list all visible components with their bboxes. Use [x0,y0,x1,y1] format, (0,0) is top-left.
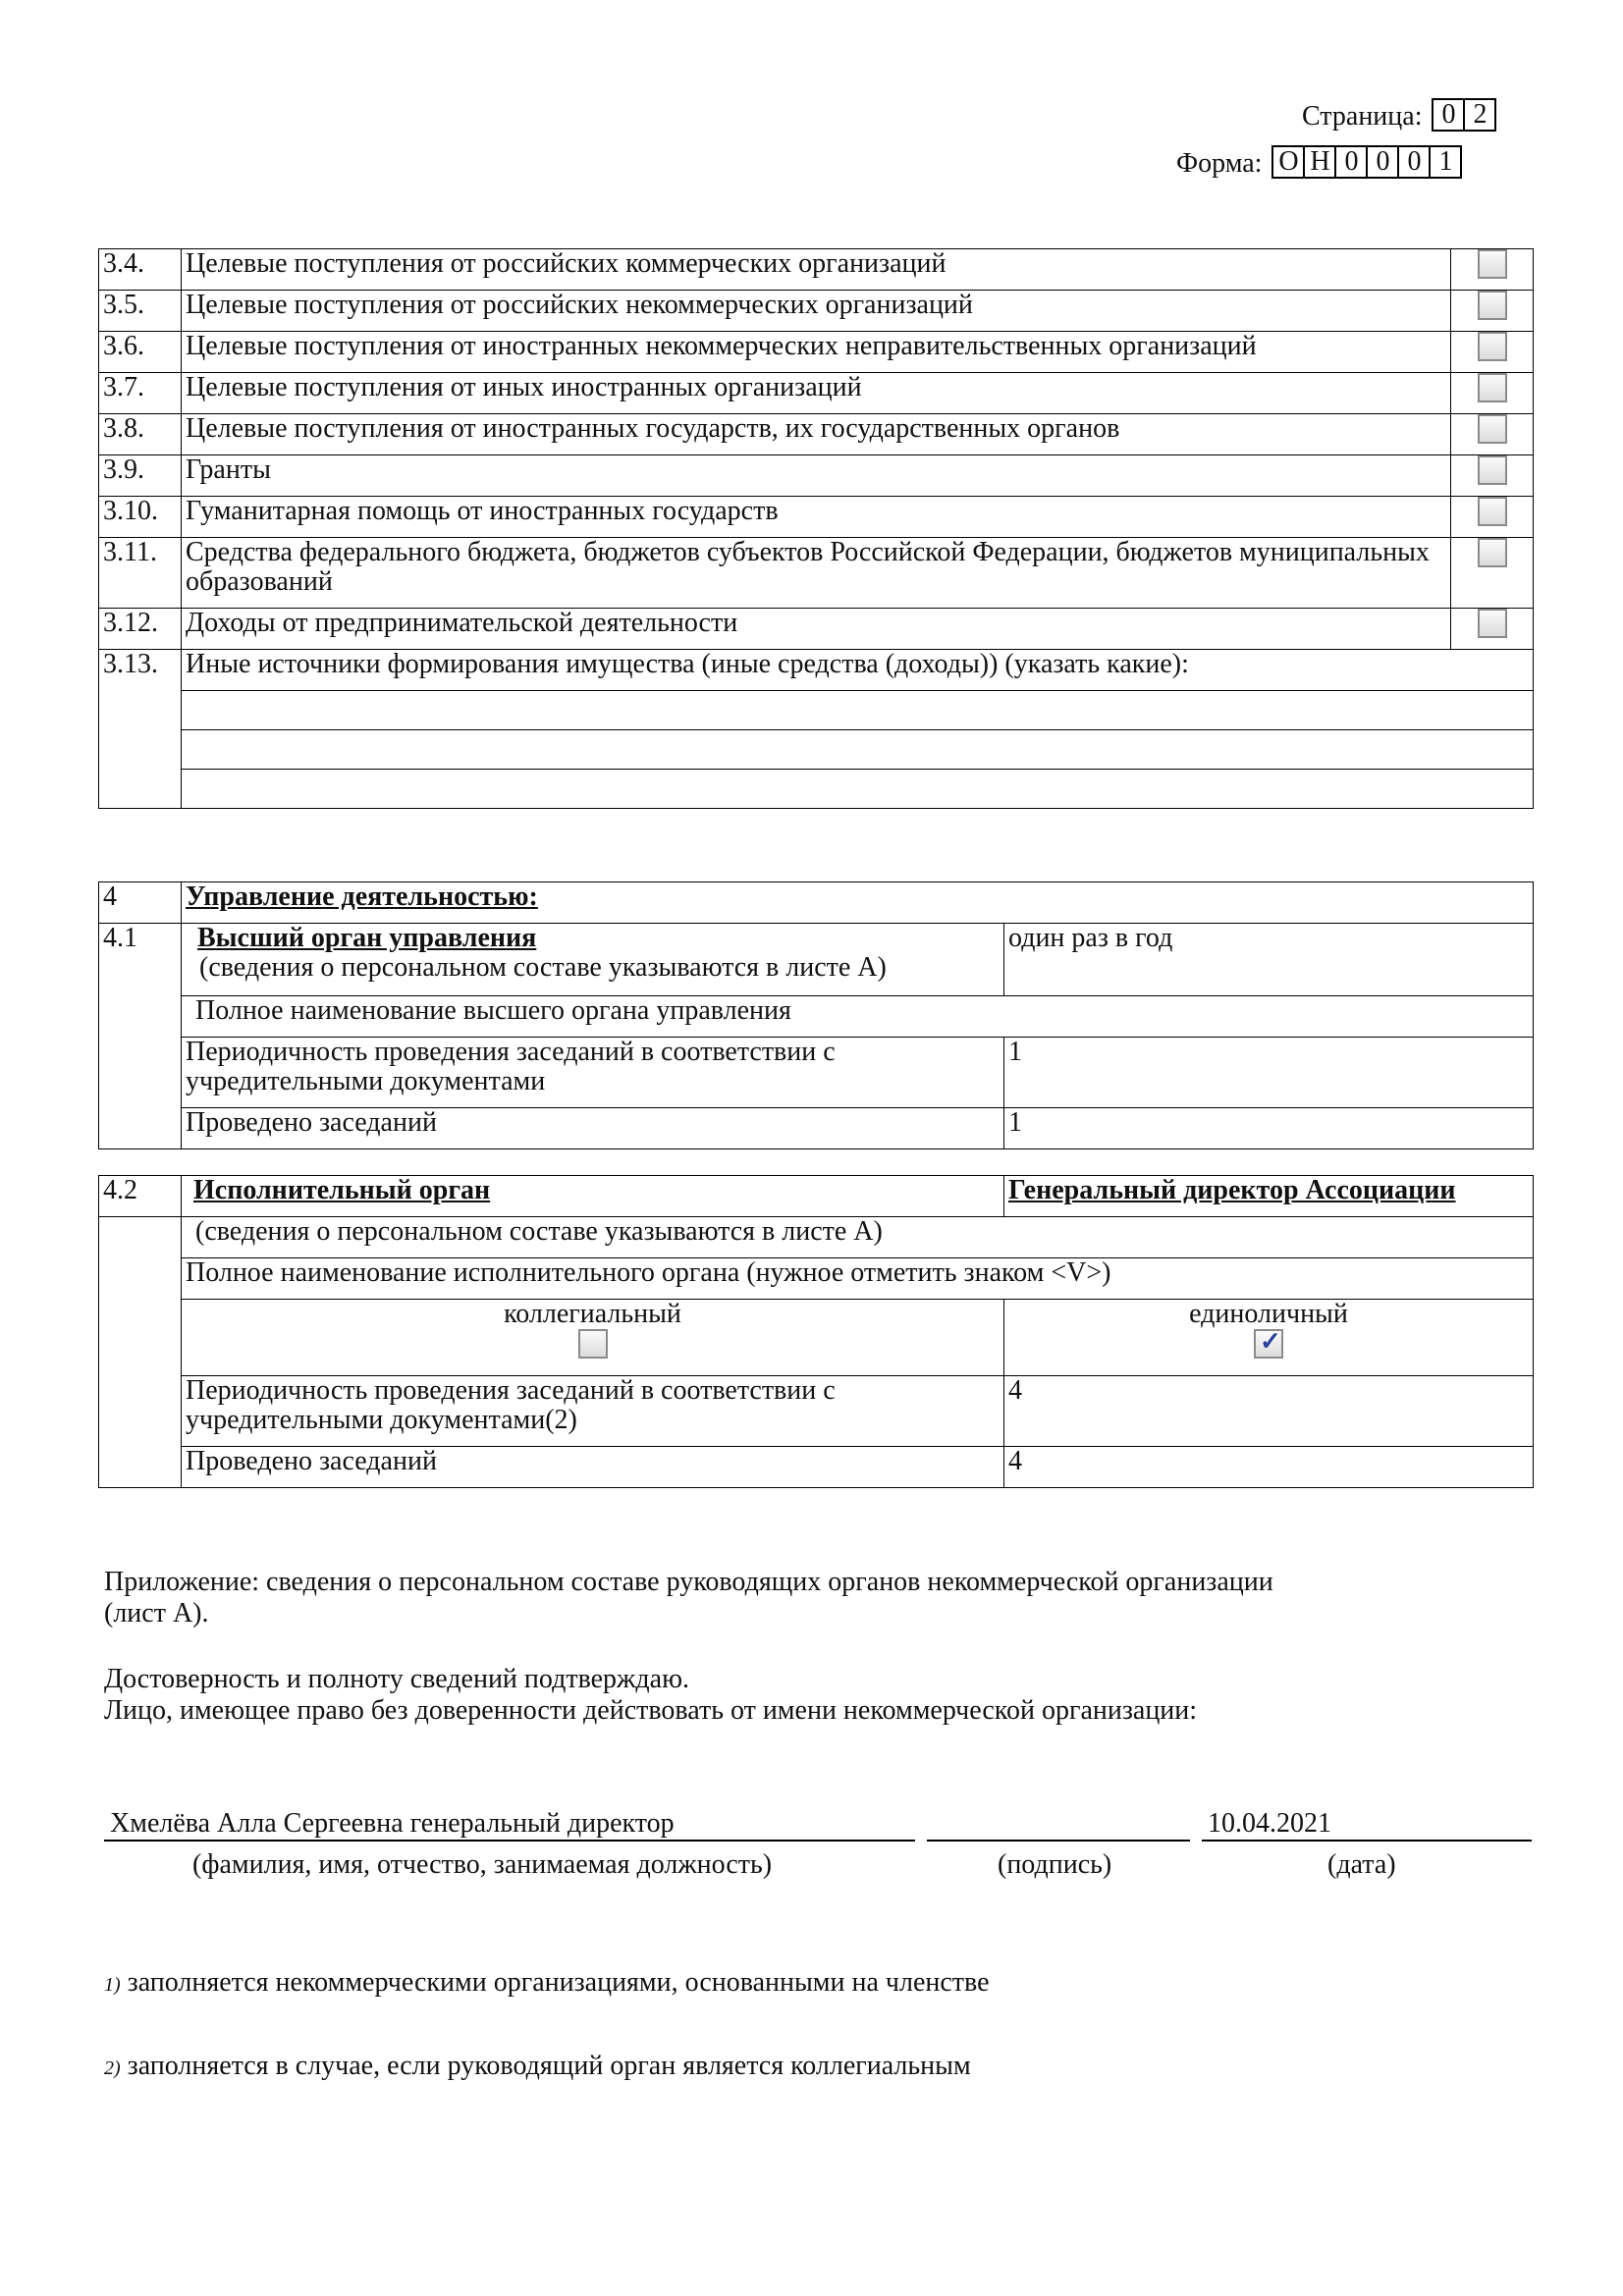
checkbox-cell [1451,455,1534,497]
table-row [99,414,1534,455]
executive-body-full-name-label: Полное наименование исполнительного органа (нужное отметить знаком <V>) [182,1258,1534,1300]
executive-body-table [98,1175,1534,1488]
table-row [99,650,1534,691]
form-label: Форма: [1176,148,1263,179]
row-label: Доходы от предпринимательской деятельности [182,609,1451,650]
executive-body-note: (сведения о персональном составе указываются в листе А) [182,1217,1534,1258]
signature-name-caption: (фамилия, имя, отчество, занимаемая должность) [192,1849,773,1880]
row-number: 3.6. [99,332,182,373]
income-source-checkbox[interactable] [1478,455,1507,485]
other-sources-input-line[interactable] [182,770,1534,809]
checkbox-cell [1451,373,1534,414]
checkbox-cell [1451,291,1534,332]
checkbox-cell [1451,538,1534,609]
table-row [99,882,1534,924]
section-number: 4.1 [99,924,182,1149]
footnote-text: заполняется некоммерческими организациями, основанными на членстве [127,1967,990,1998]
supreme-body-full-name-label: Полное наименование высшего органа управления [182,996,1534,1038]
form-code-cells [1271,145,1462,179]
income-source-checkbox[interactable] [1478,373,1507,402]
income-source-checkbox[interactable] [1478,609,1507,638]
row-number: 3.11. [99,538,182,609]
table-row [99,770,1534,809]
footnote [104,1967,990,1999]
row-label: Средства федерального бюджета, бюджетов субъектов Российской Федерации, бюджетов муниципальных образований [182,538,1451,609]
row-label: Целевые поступления от иностранных некоммерческих неправительственных организаций [182,332,1451,373]
periodicity-label: Периодичность проведения заседаний в соответствии с учредительными документами [182,1038,1004,1108]
table-row [99,291,1534,332]
sole-option [1004,1300,1534,1376]
table-row [99,1300,1534,1376]
other-sources-input-line[interactable] [182,691,1534,730]
appendix-line: (лист А). [104,1598,209,1629]
page-number-row [1302,98,1496,132]
supreme-body-frequency: один раз в год [1004,924,1534,996]
row-number: 3.10. [99,497,182,538]
footnote-mark: 2) [104,2057,121,2079]
checkbox-cell [1451,332,1534,373]
form-digit: 0 [1368,147,1399,177]
signature-date-caption: (дата) [1327,1849,1396,1880]
supreme-body-note: (сведения о персональном составе указываются в листе А) [199,952,887,983]
table-row [99,1038,1534,1108]
table-row [99,609,1534,650]
other-sources-input-line[interactable] [182,730,1534,770]
row-label: Целевые поступления от иностранных государств, их государственных органов [182,414,1451,455]
signature-sign-line[interactable] [927,1840,1190,1842]
table-row [99,332,1534,373]
table-row [99,1447,1534,1488]
collegial-option [182,1300,1004,1376]
appendix-line: Приложение: сведения о персональном составе руководящих органов некоммерческой организации [104,1567,1273,1597]
collegial-checkbox[interactable] [578,1329,608,1359]
supreme-body-title: Высший орган управления [197,923,537,953]
footnote-mark: 1) [104,1974,121,1996]
periodicity-label: Периодичность проведения заседаний в соответствии с учредительными документами(2) [182,1376,1004,1447]
checkbox-cell [1451,249,1534,291]
income-source-checkbox[interactable] [1478,332,1507,361]
row-number: 3.4. [99,249,182,291]
income-sources-table [98,248,1534,809]
form-digit: О [1273,147,1305,177]
income-source-checkbox[interactable] [1478,538,1507,567]
row-label: Иные источники формирования имущества (иные средства (доходы)) (указать какие): [182,650,1534,691]
form-digit: 0 [1399,147,1431,177]
form-digit: Н [1305,147,1336,177]
table-row [99,1258,1534,1300]
table-row [99,497,1534,538]
section-title: Управление деятельностью: [182,882,1534,924]
collegial-label: коллегиальный [504,1299,681,1329]
appendix-text [104,1567,1538,1629]
form-digit: 1 [1438,146,1453,177]
form-digit: 0 [1336,147,1368,177]
row-number: 3.12. [99,609,182,650]
income-source-checkbox[interactable] [1478,414,1507,444]
table-row [99,538,1534,609]
table-row [99,924,1534,996]
confirmation-line: Лицо, имеющее право без доверенности действовать от имени некоммерческой организации: [104,1695,1198,1726]
section-number: 4.2 [99,1176,182,1217]
sole-checkbox[interactable] [1254,1329,1283,1359]
form-code-row [1176,145,1462,179]
row-number: 3.7. [99,373,182,414]
checkbox-cell [1451,414,1534,455]
table-row [99,1176,1534,1217]
signature-date-value: 10.04.2021 [1208,1808,1331,1839]
row-number: 3.9. [99,455,182,497]
empty-cell [99,1217,182,1488]
signature-sign-caption: (подпись) [998,1849,1112,1880]
page-digit: 0 [1434,100,1465,130]
periodicity-value: 1 [1004,1038,1534,1108]
held-meetings-label: Проведено заседаний [182,1108,1004,1149]
row-label: Целевые поступления от российских коммерческих организаций [182,249,1451,291]
signature-name-value: Хмелёва Алла Сергеевна генеральный директор [110,1808,675,1839]
page-label: Страница: [1302,101,1423,132]
sole-label: единоличный [1189,1299,1348,1329]
confirmation-line: Достоверность и полноту сведений подтверждаю. [104,1664,689,1694]
footnote [104,2051,971,2082]
row-label: Целевые поступления от иных иностранных организаций [182,373,1451,414]
table-row [99,373,1534,414]
row-label: Гуманитарная помощь от иностранных государств [182,497,1451,538]
income-source-checkbox[interactable] [1478,291,1507,320]
checkbox-cell [1451,609,1534,650]
table-row [99,996,1534,1038]
management-table [98,881,1534,1149]
confirmation-text [104,1664,1538,1727]
table-row [99,249,1534,291]
table-row [99,1108,1534,1149]
footnote-text: заполняется в случае, если руководящий орган является коллегиальным [127,2051,971,2081]
table-row [99,455,1534,497]
held-meetings-value: 4 [1004,1447,1534,1488]
page-digit: 2 [1473,99,1488,130]
supreme-body-cell [182,924,1004,996]
table-row [99,1376,1534,1447]
executive-body-title: Исполнительный орган [182,1176,1004,1217]
row-label: Целевые поступления от российских некоммерческих организаций [182,291,1451,332]
signature-date-line[interactable] [1202,1840,1532,1842]
table-row [99,1217,1534,1258]
income-source-checkbox[interactable] [1478,497,1507,526]
held-meetings-value: 1 [1004,1108,1534,1149]
section-number: 4 [99,882,182,924]
executive-body-value: Генеральный директор Ассоциации [1004,1176,1534,1217]
row-label: Гранты [182,455,1451,497]
row-number: 3.8. [99,414,182,455]
signature-name-line[interactable] [104,1840,915,1842]
page-number-cells [1432,98,1496,132]
row-number: 3.13. [99,650,182,809]
income-source-checkbox[interactable] [1478,249,1507,279]
periodicity-value: 4 [1004,1376,1534,1447]
table-row [99,691,1534,730]
row-number: 3.5. [99,291,182,332]
checkbox-cell [1451,497,1534,538]
table-row [99,730,1534,770]
held-meetings-label: Проведено заседаний [182,1447,1004,1488]
